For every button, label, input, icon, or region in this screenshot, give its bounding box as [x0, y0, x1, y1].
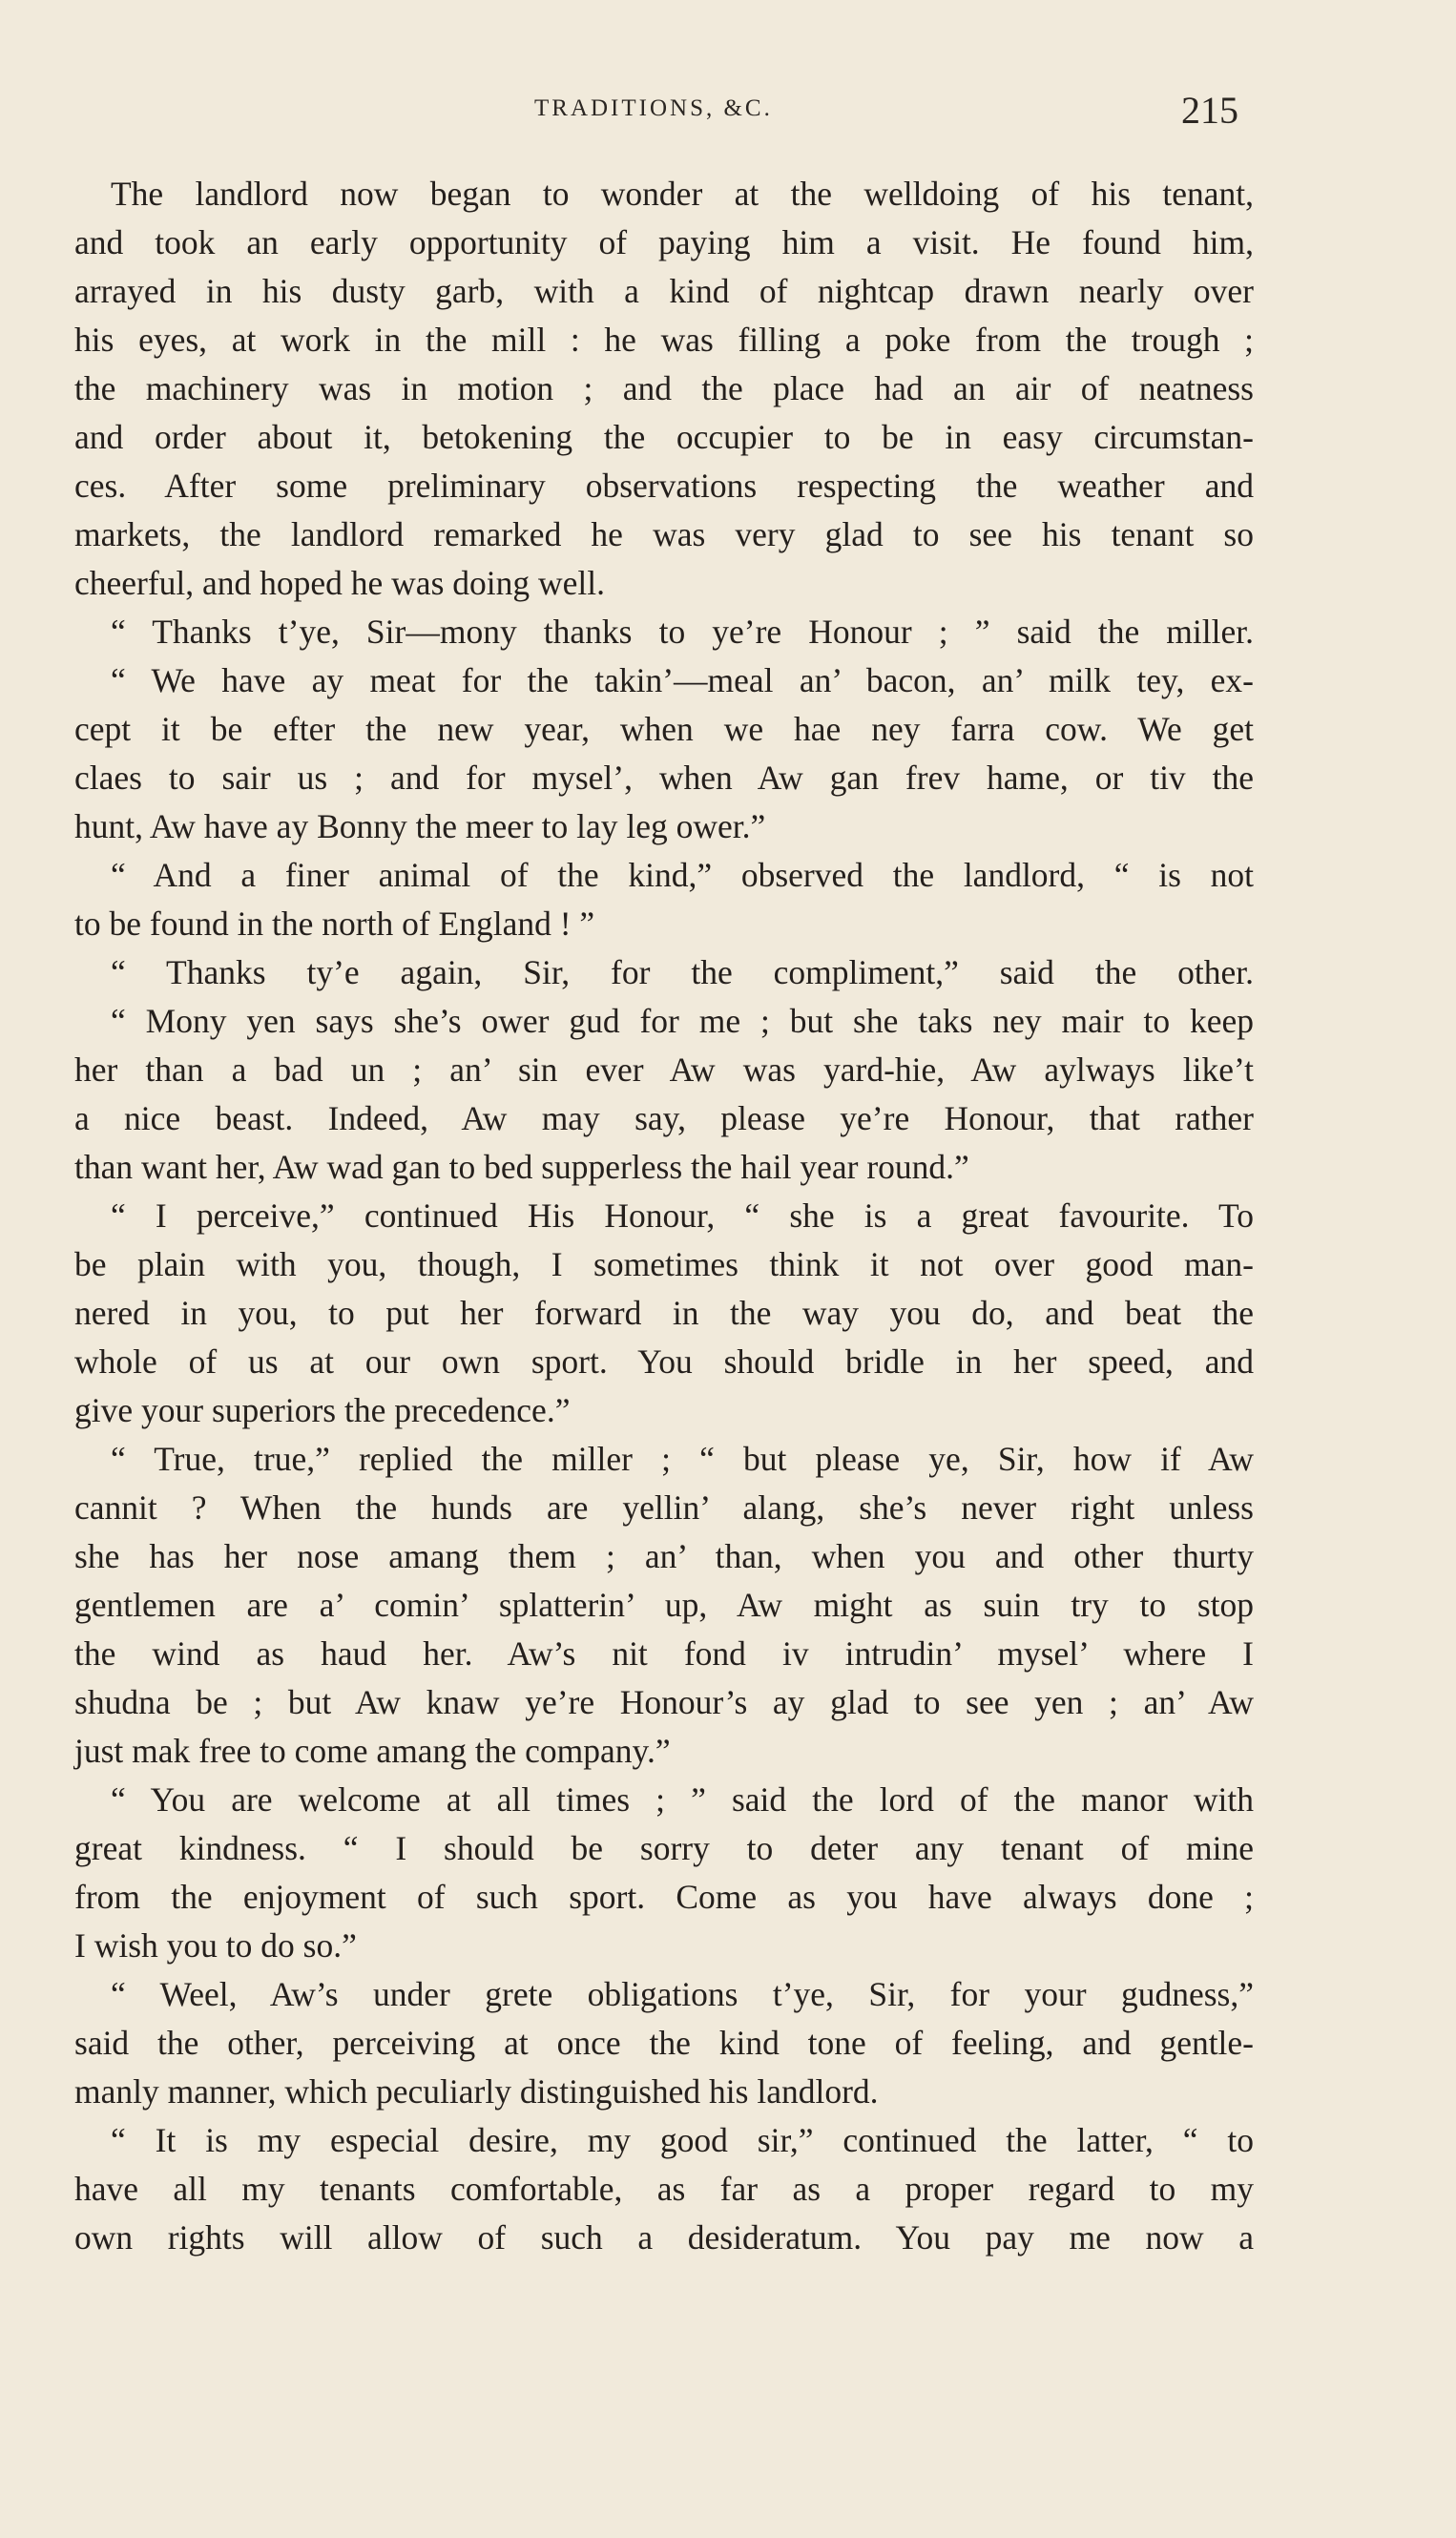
text-line: claes to sair us ; and for mysel’, when Aw gan frev hame, or tiv the	[74, 759, 1254, 797]
page-number: 215	[1181, 89, 1238, 132]
text-line: give your superiors the precedence.”	[74, 1391, 571, 1429]
text-line: and order about it, betokening the occupier to be in easy circumstan-	[74, 418, 1254, 456]
text-line: “ It is my especial desire, my good sir,” continued the latter, “ to	[111, 2121, 1254, 2159]
text-line: ces. After some preliminary observations respecting the weather and	[74, 467, 1254, 505]
text-line: she has her nose amang them ; an’ than, when you and other thurty	[74, 1537, 1254, 1575]
text-line: The landlord now began to wonder at the welldoing of his tenant,	[111, 175, 1254, 213]
text-line: and took an early opportunity of paying him a visit. He found him,	[74, 223, 1254, 261]
text-line: “ We have ay meat for the takin’—meal an’ bacon, an’ milk tey, ex-	[111, 661, 1254, 699]
text-line: said the other, perceiving at once the kind tone of feeling, and gentle-	[74, 2024, 1254, 2062]
text-line: I wish you to do so.”	[74, 1926, 357, 1965]
text-line: “ I perceive,” continued His Honour, “ she is a great favourite. To	[111, 1196, 1254, 1235]
text-line: just mak free to come amang the company.”	[74, 1732, 671, 1770]
text-line: markets, the landlord remarked he was very glad to see his tenant so	[74, 515, 1254, 553]
text-line: cannit ? When the hunds are yellin’ alang, she’s never right unless	[74, 1488, 1254, 1527]
text-line: shudna be ; but Aw knaw ye’re Honour’s ay glad to see yen ; an’ Aw	[74, 1683, 1254, 1721]
running-head	[0, 88, 1456, 135]
text-line: the wind as haud her. Aw’s nit fond iv intrudin’ mysel’ where I	[74, 1634, 1254, 1673]
text-line: gentlemen are a’ comin’ splatterin’ up, Aw might as suin try to stop	[74, 1586, 1254, 1624]
text-line: great kindness. “ I should be sorry to deter any tenant of mine	[74, 1829, 1254, 1867]
text-line: cheerful, and hoped he was doing well.	[74, 564, 605, 602]
text-line: cept it be efter the new year, when we hae ney farra cow. We get	[74, 710, 1254, 748]
text-line: arrayed in his dusty garb, with a kind of nightcap drawn nearly over	[74, 272, 1254, 310]
text-line: have all my tenants comfortable, as far as a proper regard to my	[74, 2170, 1254, 2208]
text-line: be plain with you, though, I sometimes think it not over good man-	[74, 1245, 1254, 1283]
text-line: “ Mony yen says she’s ower gud for me ; but she taks ney mair to keep	[111, 1002, 1254, 1040]
text-line: a nice beast. Indeed, Aw may say, please ye’re Honour, that rather	[74, 1099, 1254, 1137]
text-line: whole of us at our own sport. You should bridle in her speed, and	[74, 1342, 1254, 1381]
text-line: nered in you, to put her forward in the way you do, and beat the	[74, 1294, 1254, 1332]
text-line: own rights will allow of such a desideratum. You pay me now a	[74, 2218, 1254, 2257]
text-line: “ Thanks ty’e again, Sir, for the compliment,” said the other.	[111, 953, 1254, 991]
text-line: hunt, Aw have ay Bonny the meer to lay leg ower.”	[74, 807, 766, 845]
body-text	[74, 170, 1254, 2262]
text-line: than want her, Aw wad gan to bed supperless the hail year round.”	[74, 1148, 969, 1186]
text-line: manly manner, which peculiarly distinguished his landlord.	[74, 2072, 879, 2111]
text-line: from the enjoyment of such sport. Come as you have always done ;	[74, 1878, 1254, 1916]
text-line: “ Thanks t’ye, Sir—mony thanks to ye’re Honour ; ” said the miller.	[111, 613, 1254, 651]
text-line: “ You are welcome at all times ; ” said the lord of the manor with	[111, 1780, 1254, 1819]
text-line: the machinery was in motion ; and the place had an air of neatness	[74, 369, 1254, 407]
text-line: his eyes, at work in the mill : he was filling a poke from the trough ;	[74, 321, 1254, 359]
text-line: “ Weel, Aw’s under grete obligations t’ye, Sir, for your gudness,”	[111, 1975, 1254, 2013]
text-line: to be found in the north of England ! ”	[74, 905, 595, 943]
running-title: TRADITIONS, &C.	[534, 95, 773, 121]
text-line: “ And a finer animal of the kind,” observed the landlord, “ is not	[111, 856, 1254, 894]
text-line: “ True, true,” replied the miller ; “ but please ye, Sir, how if Aw	[111, 1440, 1254, 1478]
text-line: her than a bad un ; an’ sin ever Aw was yard-hie, Aw aylways like’t	[74, 1051, 1254, 1089]
